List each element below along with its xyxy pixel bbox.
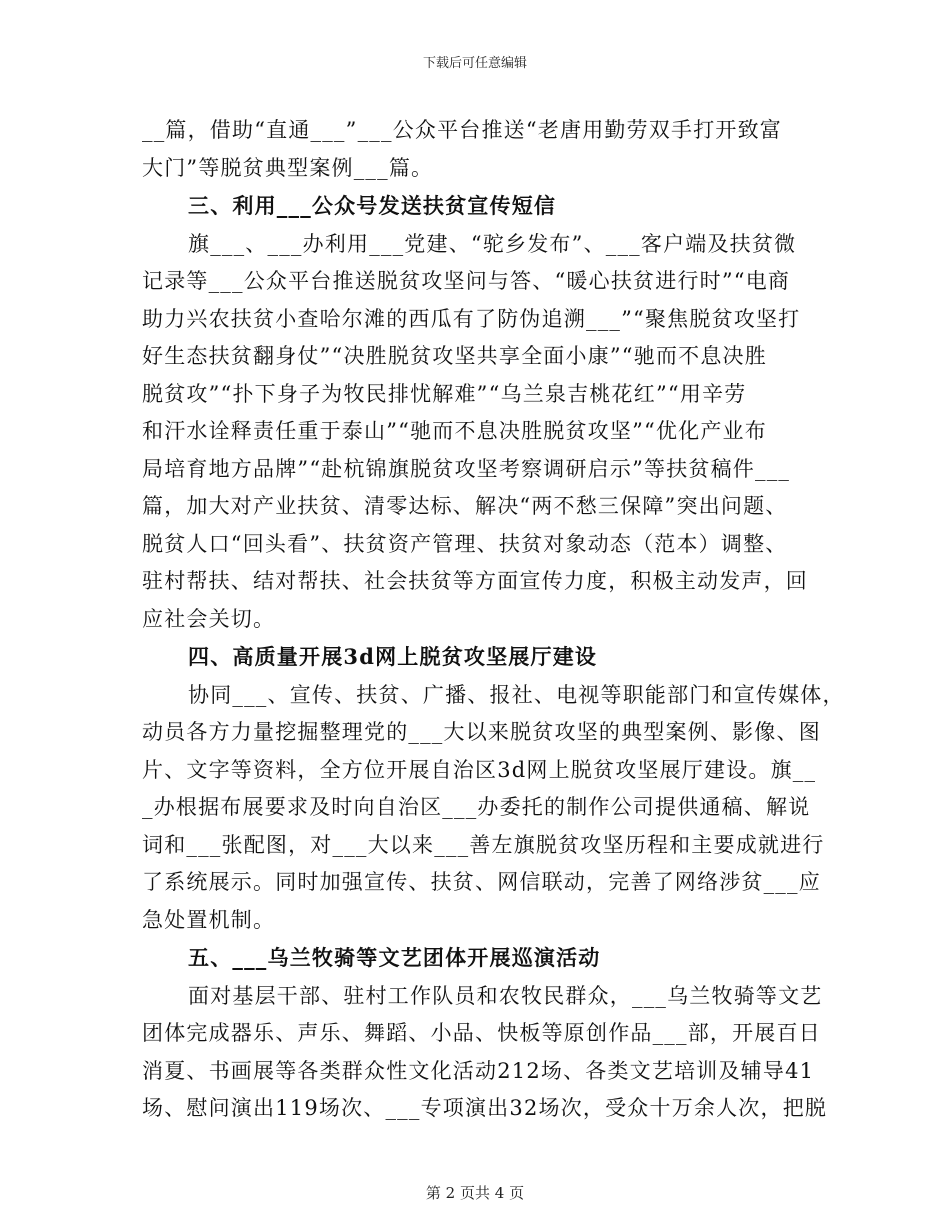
paragraph-line: 驻村帮扶、结对帮扶、社会扶贫等方面宣传力度，积极主动发声，回 <box>142 569 808 593</box>
paragraph-line: 旗___、___办利用___党建、“驼乡发布”、___客户端及扶贫微 <box>188 231 797 256</box>
paragraph-line: 动员各方力量挖掘整理党的___大以来脱贫攻坚的典型案例、影像、图 <box>142 720 821 744</box>
paragraph-line: 大门”等脱贫典型案例___篇。 <box>142 155 434 180</box>
paragraph <box>142 677 845 940</box>
paragraph-line: 脱贫攻”“扑下身子为牧民排忧解难”“乌兰泉吉桃花红”“用辛劳 <box>142 381 747 406</box>
page-number: 第 2 页共 4 页 <box>425 1184 525 1202</box>
paragraph-line: 词和___张配图，对___大以来___善左旗脱贫攻坚历程和主要成就进行 <box>142 832 825 857</box>
paragraph-line: 篇，加大对产业扶贫、清零达标、解决“两不愁三保障”突出问题、 <box>142 494 788 518</box>
paragraph-line: 局培育地方品牌”“赴杭锦旗脱贫攻坚考察调研启示”等扶贫稿件___ <box>142 456 791 481</box>
paragraph-line: 脱贫人口“回头看”、扶贫资产管理、扶贫对象动态（范本）调整、 <box>142 531 788 556</box>
paragraph-line: 了系统展示。同时加强宣传、扶贫、网信联动，完善了网络涉贫___应 <box>142 870 821 894</box>
paragraph-line: 消夏、书画展等各类群众性文化活动212场、各类文艺培训及辅导41 <box>142 1058 815 1083</box>
section-heading: 三、利用___公众号发送扶贫宣传短信 <box>188 193 557 218</box>
paragraph <box>142 112 810 187</box>
section-heading: 四、高质量开展3d网上脱贫攻坚展厅建设 <box>188 644 598 669</box>
paragraph-line: 面对基层干部、驻村工作队员和农牧民群众，___乌兰牧骑等文艺 <box>188 983 823 1008</box>
paragraph-line: 好生态扶贫翻身仗”“决胜脱贫攻坚共享全面小康”“驰而不息决胜 <box>142 344 767 368</box>
document-body <box>142 112 845 1128</box>
paragraph-line: 和汗水诠释责任重于泰山”“驰而不息决胜脱贫攻坚”“优化产业布 <box>142 419 767 443</box>
paragraph-line: __篇，借助“直通___”___公众平台推送“老唐用勤劳双手打开致富 <box>142 118 783 142</box>
paragraph <box>142 226 810 639</box>
paragraph-line: 应社会关切。 <box>142 606 276 631</box>
paragraph-line: 团体完成器乐、声乐、舞蹈、小品、快板等原创作品___部，开展百日 <box>142 1021 821 1045</box>
paragraph-line: 场、慰问演出119场次、___专项演出32场次，受众十万余人次，把脱 <box>142 1096 828 1120</box>
page-header: 下载后可任意编辑 <box>422 56 527 71</box>
paragraph-line: _办根据布展要求及时向自治区___办委托的制作公司提供通稿、解说 <box>142 795 811 819</box>
paragraph-line: 急处置机制。 <box>142 907 276 932</box>
paragraph-line: 助力兴农扶贫小查哈尔滩的西瓜有了防伪追溯___”“聚焦脱贫攻坚打 <box>142 306 801 331</box>
paragraph-line: 记录等___公众平台推送脱贫攻坚问与答、“暖心扶贫进行时”“电商 <box>142 269 791 293</box>
paragraph-line: 片、文字等资料，全方位开展自治区3d网上脱贫攻坚展厅建设。旗__ <box>142 757 817 782</box>
section-heading: 五、___乌兰牧骑等文艺团体开展巡演活动 <box>188 945 601 970</box>
paragraph-line: 协同___、宣传、扶贫、广播、报社、电视等职能部门和宣传媒体， <box>188 682 845 707</box>
paragraph <box>142 978 828 1128</box>
